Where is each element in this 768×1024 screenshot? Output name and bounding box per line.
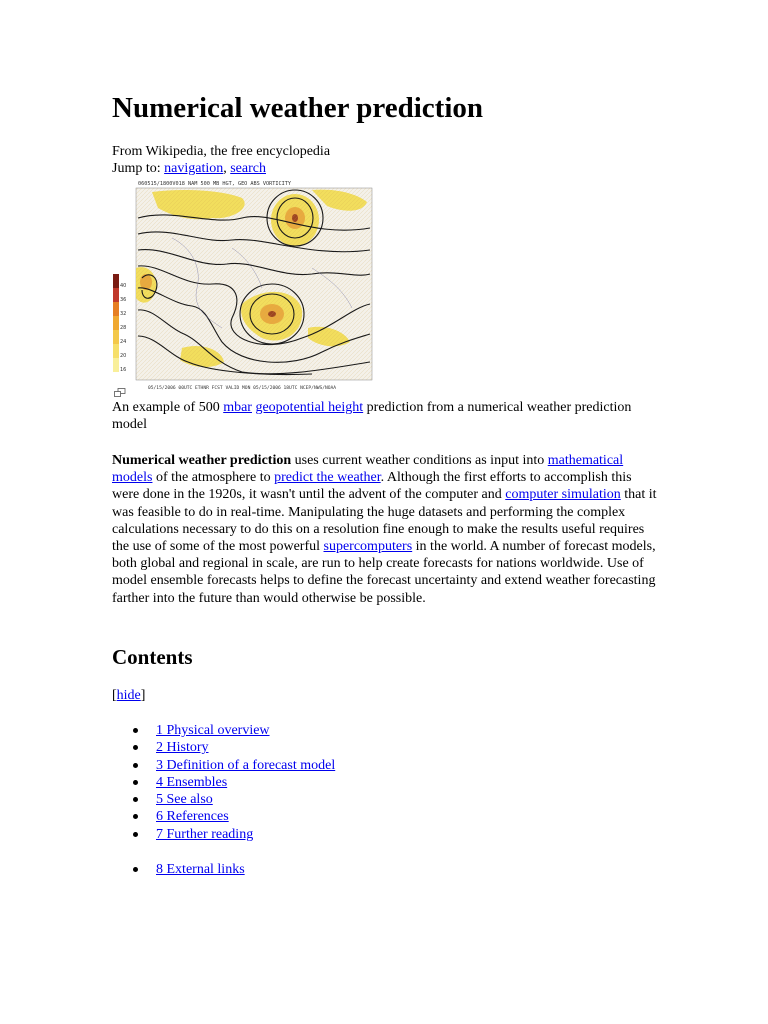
caption-text: prediction from a numerical weather prediction model (112, 400, 632, 433)
intro-text: of the atmosphere to (152, 470, 275, 486)
supercomputers-link[interactable]: supercomputers (323, 539, 413, 555)
toc-toggle (112, 687, 145, 704)
intro-text: that it was feasible to do in real-time. Manipulating the huge datasets and performing the complex calculations necessary to do this on a resolution fine enough to make the results useful requires the use of some of the most powerful (112, 487, 657, 555)
bullet-icon (133, 797, 138, 802)
map-footer-text: 05/15/2006 00UTC ETHNR FCST VALID MON 05/15/2006 18UTC NCEP/NWS/NOAA (148, 386, 337, 391)
mbar-link[interactable]: mbar (223, 400, 252, 415)
bracket-open: [ (112, 688, 117, 703)
toc-item (112, 808, 335, 825)
toc-list (112, 722, 335, 843)
colorbar-label: 28 (120, 325, 127, 331)
jump-separator: , (223, 161, 231, 176)
bullet-icon (133, 728, 138, 733)
toc-item (112, 791, 335, 808)
toc-link-further-reading[interactable]: 7 Further reading (156, 826, 254, 842)
toc-item (112, 722, 335, 739)
toc-item (112, 739, 335, 756)
colorbar-label: 40 (120, 283, 127, 289)
toc-link-definition[interactable]: 3 Definition of a forecast model (156, 757, 336, 773)
weather-map-image (112, 178, 374, 393)
colorbar-label: 32 (120, 311, 127, 317)
map-header-text: 060515/1800V018 NAM 500 MB HGT, GEO ABS VORTICITY (138, 181, 292, 187)
bullet-icon (133, 867, 138, 872)
weather-map-figure[interactable] (112, 178, 374, 393)
geopotential-height-link[interactable]: geopotential height (255, 400, 364, 415)
intro-paragraph (112, 452, 660, 607)
colorbar-label: 20 (120, 353, 127, 359)
intro-text: in the world. A number of forecast models, both global and regional in scale, are run to help create forecasts for nations worldwide. Use of model ensemble forecasts helps to define the forecast uncertainty and extend weather forecasting farther into the future than would otherwise be possible. (112, 539, 656, 606)
magnify-clip-icon[interactable] (114, 388, 126, 397)
caption-text: An example of 500 (112, 400, 224, 415)
toc-item (112, 757, 335, 774)
vorticity-colorbar (113, 274, 126, 373)
site-subtitle: From Wikipedia, the free encyclopedia (112, 144, 331, 159)
toc-hide-link[interactable]: hide (116, 688, 141, 703)
page-title: Numerical weather prediction (112, 92, 484, 124)
toc-link-see-also[interactable]: 5 See also (156, 792, 213, 808)
predict-the-weather-link[interactable]: predict the weather (274, 470, 381, 486)
navigation-link[interactable]: navigation (164, 161, 224, 176)
bullet-icon (133, 763, 138, 768)
bullet-icon (133, 832, 138, 837)
mathematical-models-link[interactable]: mathematical models (112, 453, 624, 486)
bullet-icon (133, 780, 138, 785)
contents-heading: Contents (112, 645, 193, 669)
intro-bold-term: Numerical weather prediction (112, 453, 292, 468)
colorbar-label: 16 (120, 367, 127, 373)
toc-list-continued (112, 861, 245, 878)
bracket-close: ] (140, 688, 146, 703)
toc-item (112, 774, 335, 791)
bullet-icon (133, 814, 138, 819)
toc-link-references[interactable]: 6 References (156, 809, 229, 825)
bullet-icon (133, 745, 138, 750)
toc-link-ensembles[interactable]: 4 Ensembles (156, 774, 228, 790)
toc-link-external-links[interactable]: 8 External links (156, 862, 245, 877)
jump-prefix: Jump to: (112, 161, 165, 176)
colorbar-label: 36 (120, 297, 127, 303)
toc-link-history[interactable]: 2 History (156, 740, 209, 756)
computer-simulation-link[interactable]: computer simulation (505, 487, 621, 503)
toc-item (112, 826, 335, 843)
jump-to-line (112, 160, 266, 177)
intro-text: uses current weather conditions as input into (291, 453, 548, 468)
colorbar-label: 24 (120, 339, 127, 345)
toc-item (112, 861, 245, 878)
search-link[interactable]: search (230, 161, 266, 176)
toc-link-physical-overview[interactable]: 1 Physical overview (156, 723, 270, 738)
intro-text: . Although the first efforts to accomplish this were done in the 1920s, it wasn't until the advent of the computer and (112, 470, 632, 503)
figure-caption (112, 399, 632, 433)
